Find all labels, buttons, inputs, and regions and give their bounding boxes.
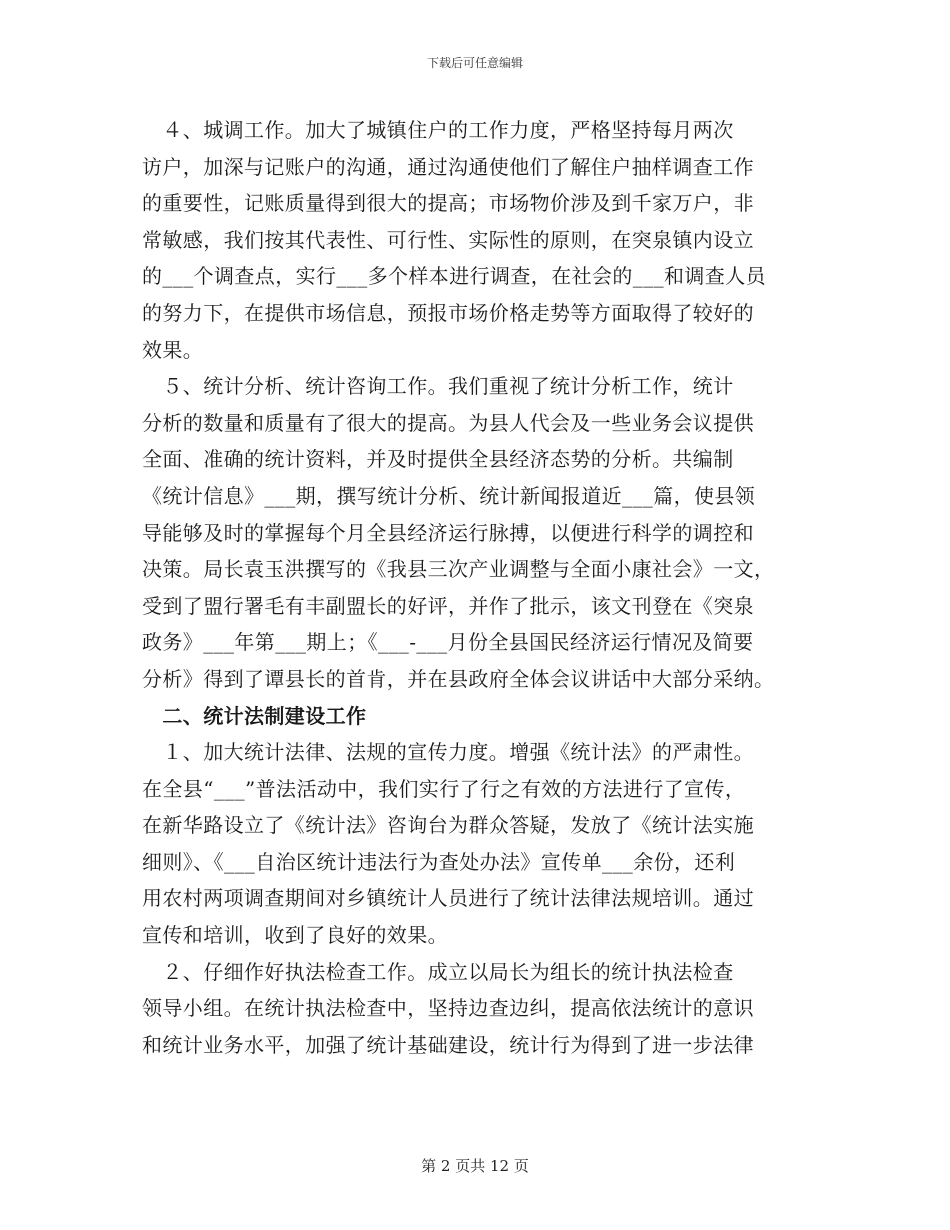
text-line: 在新华路设立了《统计法》咨询台为群众答疑，发放了《统计法实施 [142,813,754,838]
text-line: １、加大统计法律、法规的宣传力度。增强《统计法》的严肃性。 [142,740,754,765]
text-line: 导能够及时的掌握每个月全县经济运行脉搏，以便进行科学的调控和 [142,520,754,545]
text-line: 分析的数量和质量有了很大的提高。为县人代会及一些业务会议提供 [142,410,754,435]
page-number: 第 2 页共 12 页 [421,1157,529,1175]
text-line: 的努力下，在提供市场信息，预报市场价格走势等方面取得了较好的 [142,300,754,325]
text-line: 决策。局长袁玉洪撰写的《我县三次产业调整与全面小康社会》一文， [142,557,775,582]
text-line: ４、城调工作。加大了城镇住户的工作力度，严格坚持每月两次 [142,118,734,142]
text-line: 的重要性，记账质量得到很大的提高；市场物价涉及到千家万户，非 [142,191,754,216]
page-header: 下载后可任意编辑 [426,56,523,70]
text-line: 受到了盟行署毛有丰副盟长的好评，并作了批示，该文刊登在《突泉 [142,593,754,618]
text-line: 和统计业务水平，加强了统计基础建设，统计行为得到了进一步法律 [142,1032,754,1057]
text-line: 细则》、《___自治区统计违法行为查处办法》宣传单___余份，还利 [142,849,736,874]
text-line: 分析》得到了谭县长的首肯，并在县政府全体会议讲话中大部分采纳。 [142,666,775,691]
text-line: 的___个调查点，实行___多个样本进行调查，在社会的___和调查人员 [142,264,766,289]
text-line: 效果。 [142,337,204,362]
text-line: 在全县“___”普法活动中，我们实行了行之有效的方法进行了宣传， [142,776,746,801]
text-line: 访户，加深与记账户的沟通，通过沟通使他们了解住户抽样调查工作 [142,154,754,179]
text-line: 领导小组。在统计执法检查中，坚持边查边纠，提高依法统计的意识 [142,996,754,1021]
text-line: 《统计信息》___期，撰写统计分析、统计新闻报道近___篇，使县领 [142,483,756,508]
text-line: ２、仔细作好执法检查工作。成立以局长为组长的统计执法检查 [142,959,734,984]
document-body [142,112,807,1063]
text-line: 用农村两项调查期间对乡镇统计人员进行了统计法律法规培训。通过 [142,886,754,911]
text-line: 宣传和培训，收到了良好的效果。 [142,923,448,948]
text-line: 全面、准确的统计资料，并及时提供全县经济态势的分析。共编制 [142,447,734,472]
text-line: 政务》___年第___期上；《___-___月份全县国民经济运行情况及简要 [142,630,754,655]
text-line: ５、统计分析、统计咨询工作。我们重视了统计分析工作，统计 [142,374,734,399]
section-heading: 二、统计法制建设工作 [142,703,367,728]
text-line: 常敏感，我们按其代表性、可行性、实际性的原则，在突泉镇内设立 [142,227,754,252]
